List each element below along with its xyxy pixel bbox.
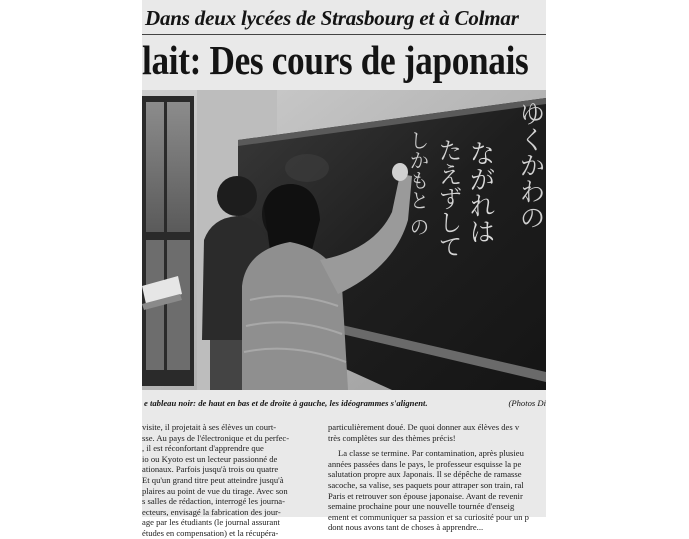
column1-line: ationaux. Parfois jusqu'à trois ou quatre <box>142 464 279 475</box>
classroom-blackboard-photo-icon <box>142 90 546 390</box>
column2-lead-line: très complètes sur des thèmes précis! <box>328 432 456 443</box>
column2-line: dont nous avons tant de choses à apprendre... <box>328 522 484 533</box>
article-column-2 <box>328 422 546 533</box>
column1-line: visite, il projetait à ses élèves un court- <box>142 422 277 432</box>
board-column-3: しかもと の <box>406 130 430 237</box>
board-column-4: ゆくかわの <box>515 100 545 230</box>
column1-line: études en compensation) et la récupéra- <box>142 527 279 538</box>
article-kicker: Dans deux lycées de Strasbourg et à Colmar <box>145 6 519 30</box>
article-headline: lait: Des cours de japonais <box>142 37 529 83</box>
column2-line: sacoche, sa valise, ses paquets pour attraper son train, ral <box>328 479 524 490</box>
photo-credit: (Photos Di <box>505 398 546 408</box>
column2-line: salutation propre aux Japonais. Il se dépêche de ramasse <box>328 469 522 480</box>
column1-line: io ou Kyoto est un lecteur passionné de <box>142 453 278 464</box>
photo-caption: e tableau noir: de haut en bas et de droite à gauche, les idéogrammes s'alignent. <box>144 398 428 408</box>
kicker-rule <box>142 34 546 35</box>
column2-line: ement et communiquer sa passion et sa curiosité pour un p <box>328 511 529 522</box>
column1-line: age par les étudiants (le journal assurant <box>142 517 280 528</box>
column1-line: , il est réconfortant d'apprendre que <box>142 443 264 454</box>
column2-line: Paris et retrouver son épouse japonaise. Avant de revenir <box>328 490 523 501</box>
column1-line: s salles de rédaction, interrogé les journa- <box>142 496 285 507</box>
column1-line: plaires au point de vue du tirage. Avec son <box>142 485 288 496</box>
newspaper-clipping <box>142 0 546 538</box>
column1-line: sse. Au pays de l'électronique et du perfec- <box>142 432 290 443</box>
board-column-2: たえずして <box>434 138 462 258</box>
column2-line: semaine prochaine pour une nouvelle tournée d'enseig <box>328 501 515 512</box>
column2-lead-line: particulièrement doué. De quoi donner aux élèves des v <box>328 422 520 432</box>
column2-line: années passées dans le pays, le professeur esquisse la pe <box>328 458 522 469</box>
column1-line: ecteurs, envisagé la fabrication des jour- <box>142 506 281 517</box>
classroom-photo <box>142 90 546 390</box>
column1-line: Et qu'un grand titre peut atteindre jusqu'à <box>142 474 284 485</box>
column2-line: La classe se termine. Par contamination, après plusieu <box>338 448 524 459</box>
board-column-1: ながれは <box>465 140 495 244</box>
article-column-1 <box>142 422 318 539</box>
